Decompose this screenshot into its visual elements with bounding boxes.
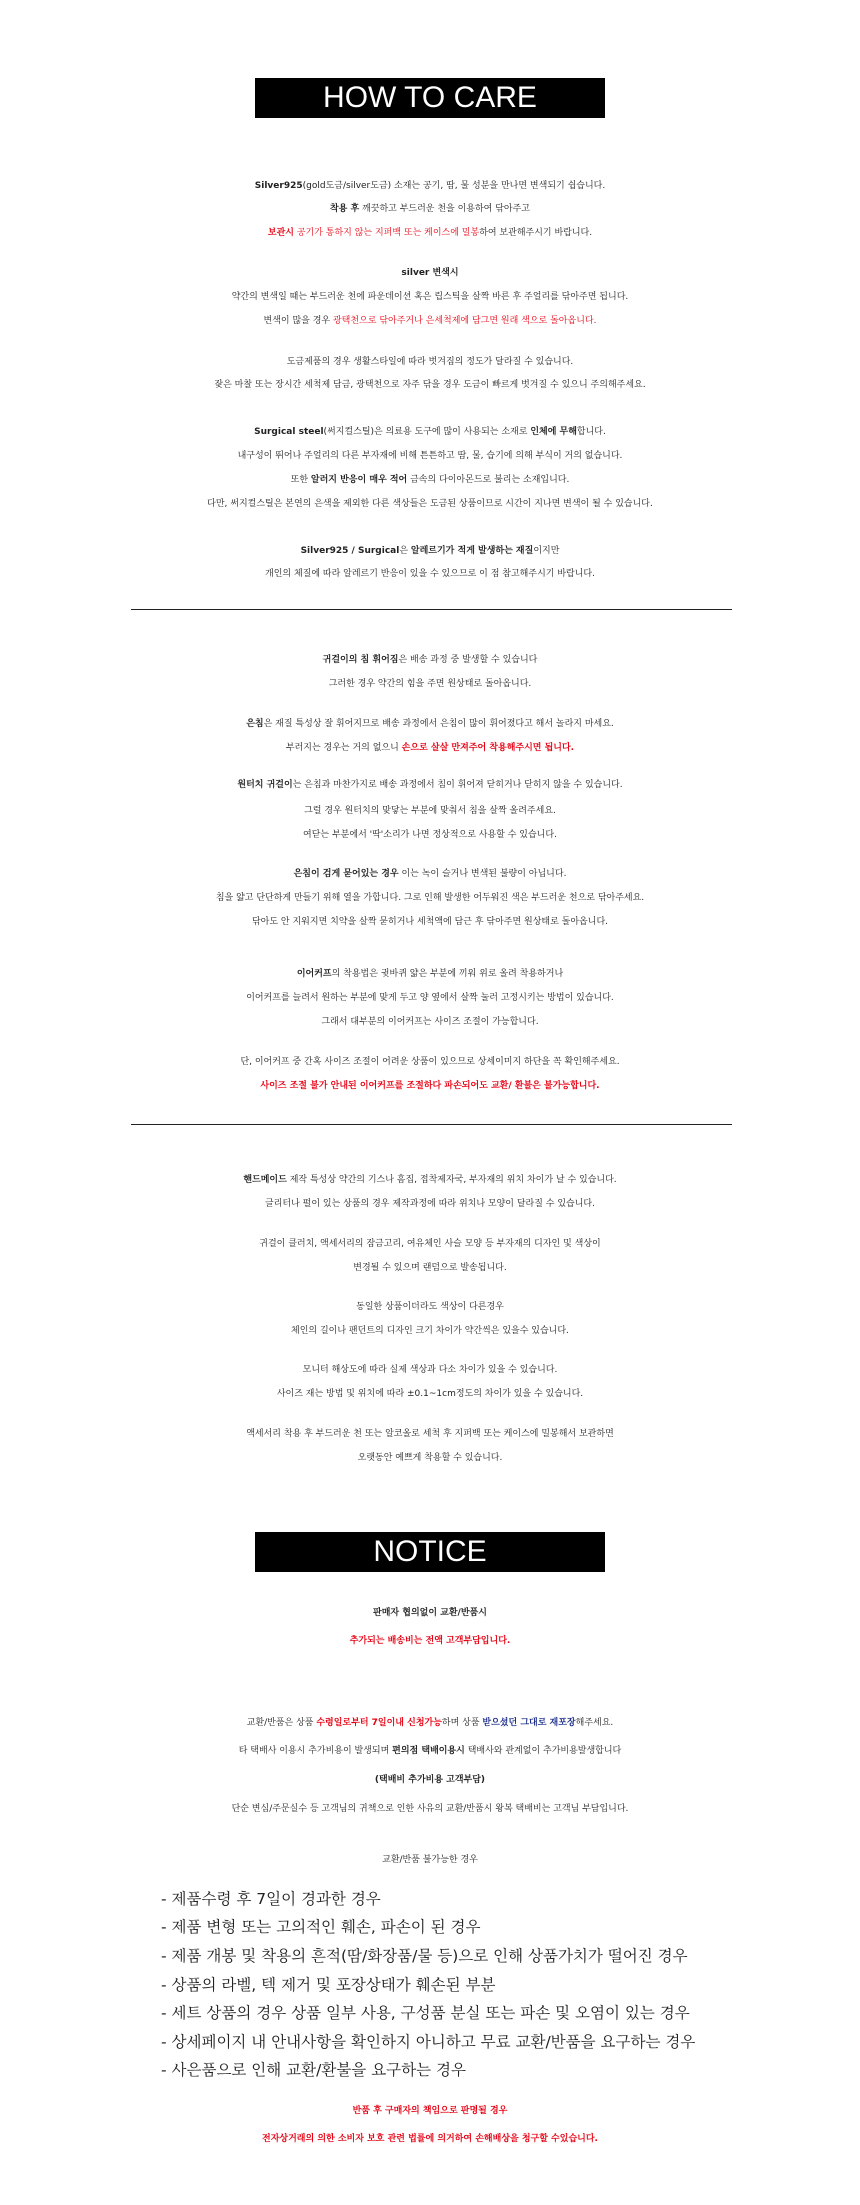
earring-line-4: 부러지는 경우는 거의 없으니 손으로 살살 만져주어 착용해주시면 됩니다. — [285, 743, 575, 753]
surgical-line-4: 다만, 써지컬스틸은 본연의 은색을 제외한 다른 색상들은 도금된 상품이므로 시간이 지나면 변색이 될 수 있습니다. — [207, 499, 653, 509]
notice-footer-1: 반품 후 구매자의 책임으로 판명될 경우 — [352, 2106, 508, 2116]
unavailable-item: - 상세페이지 내 안내사항을 확인하지 아니하고 무료 교환/반품을 요구하는 경우 — [161, 2033, 696, 2051]
notice-line-4: 단순 변심/주문실수 등 고객님의 귀책으로 인한 사유의 교환/반품시 왕복 택배비는 고객님 부담입니다. — [231, 1804, 629, 1814]
handmade-line-3: 귀걸이 클러치, 액세서리의 잠금고리, 여유체인 사슬 모양 등 부자재의 디자인 및 색상이 — [259, 1239, 601, 1249]
earcuff-line-3: 그래서 대부분의 이어커프는 사이즈 조절이 가능합니다. — [321, 1017, 539, 1027]
earring-line-1: 귀걸이의 침 휘어짐은 배송 과정 중 발생할 수 있습니다 — [322, 655, 538, 665]
onetouch-line-1: 원터치 귀걸이는 은침과 마찬가지로 배송 과정에서 침이 휘어져 닫히거나 닫히지 않을 수 있습니다. — [237, 780, 623, 790]
unavailable-item: - 세트 상품의 경우 상품 일부 사용, 구성품 분실 또는 파손 및 오염이 있는 경우 — [161, 2004, 690, 2022]
handmade-line-4: 변경될 수 있으며 랜덤으로 발송됩니다. — [353, 1263, 507, 1273]
blackened-line-2: 침을 얇고 단단하게 만들기 위해 열을 가합니다. 그로 인해 발생한 어두워진 색은 부드러운 천으로 닦아주세요. — [215, 893, 645, 903]
unavailable-item: - 제품수령 후 7일이 경과한 경우 — [161, 1890, 381, 1908]
blackened-line-3: 닦아도 안 지워지면 치약을 살짝 묻히거나 세척액에 담근 후 닦아주면 원상태로 돌아옵니다. — [251, 917, 608, 927]
notice-line-1: 교환/반품은 상품 수령일로부터 7일이내 신청가능하며 상품 받으셨던 그대로 재포장해주세요. — [246, 1718, 614, 1728]
silver925-line-3: 보관시 공기가 통하지 않는 지퍼백 또는 케이스에 밀봉하여 보관해주시기 바랍니다. — [267, 228, 593, 238]
handmade-line-5: 동일한 상품이더라도 색상이 다른경우 — [356, 1302, 504, 1312]
allergy-line-2: 개인의 체질에 따라 알레르기 반응이 있을 수 있으므로 이 점 참고해주시기 바랍니다. — [265, 569, 595, 579]
how-to-care-banner: HOW TO CARE — [255, 78, 605, 118]
handmade-line-2: 글리터나 펄이 있는 상품의 경우 제작과정에 따라 위치나 모양이 달라질 수 있습니다. — [265, 1199, 595, 1209]
unavailable-title: 교환/반품 불가능한 경우 — [382, 1855, 478, 1865]
handmade-line-8: 사이즈 재는 방법 및 위치에 따라 ±0.1~1cm정도의 차이가 있을 수 있습니다. — [276, 1389, 584, 1399]
silver925-line-1: Silver925(gold도금/silver도금) 소재는 공기, 땀, 물 성분을 만나면 변색되기 쉽습니다. — [254, 181, 606, 191]
onetouch-line-2: 그럴 경우 원터치의 맞닿는 부분에 맞춰서 침을 살짝 올려주세요. — [304, 806, 556, 816]
discolor-title: silver 변색시 — [401, 268, 459, 278]
notice-line-3: (택배비 추가비용 고객부담) — [374, 1775, 486, 1785]
unavailable-item: - 상품의 라벨, 텍 제거 및 포장상태가 훼손된 부분 — [161, 1976, 496, 1994]
allergy-line-1: Silver925 / Surgical은 알레르기가 적게 발생하는 재질이지만 — [300, 546, 560, 556]
plating-line-2: 잦은 마찰 또는 장시간 세척제 담금, 광택천으로 자주 닦을 경우 도금이 빠르게 벗겨질 수 있으니 주의해주세요. — [214, 380, 646, 390]
handmade-line-10: 오랫동안 예쁘게 착용할 수 있습니다. — [357, 1453, 503, 1463]
notice-headline-1: 판매자 협의없이 교환/반품시 — [373, 1608, 487, 1618]
discolor-line-2: 변색이 많을 경우 광택천으로 닦아주거나 은세척제에 담그면 원래 색으로 돌아옵니다. — [263, 316, 597, 326]
blackened-line-1: 은침이 검게 묻어있는 경우 이는 녹이 슬거나 변색된 불량이 아닙니다. — [293, 869, 567, 879]
unavailable-item: - 사은품으로 인해 교환/환불을 요구하는 경우 — [161, 2061, 466, 2079]
notice-footer-2: 전자상거래의 의한 소비자 보호 관련 법률에 의거하여 손해배상을 청구할 수있습니다. — [262, 2134, 598, 2144]
unavailable-item: - 제품 변형 또는 고의적인 훼손, 파손이 된 경우 — [161, 1918, 481, 1936]
earcuff-warning: 사이즈 조절 불가 안내된 이어커프를 조절하다 파손되어도 교환/ 환불은 불가능합니다. — [260, 1081, 600, 1091]
notice-line-2: 타 택배사 이용시 추가비용이 발생되며 편의점 택배이용시 택배사와 관계없이 추가비용발생합니다 — [238, 1746, 622, 1756]
surgical-line-1: Surgical steel(써지컬스틸)은 의료용 도구에 많이 사용되는 소재로 인체에 무해합니다. — [254, 427, 606, 437]
earcuff-line-2: 이어커프를 늘려서 원하는 부분에 맞게 두고 양 옆에서 살짝 눌러 고정시키는 방법이 있습니다. — [246, 993, 614, 1003]
handmade-line-9: 액세서리 착용 후 부드러운 천 또는 알코올로 세척 후 지퍼백 또는 케이스에 밀봉해서 보관하면 — [246, 1429, 614, 1439]
earcuff-line-4: 단, 이어커프 중 간혹 사이즈 조절이 어려운 상품이 있으므로 상세이미지 하단을 꼭 확인해주세요. — [240, 1057, 620, 1067]
silver925-line-2: 착용 후 깨끗하고 부드러운 천을 이용하여 닦아주고 — [329, 204, 531, 214]
surgical-line-3: 또한 알러지 반응이 매우 적어 금속의 다이아몬드로 불리는 소재입니다. — [290, 475, 570, 485]
handmade-line-7: 모니터 해상도에 따라 실제 색상과 다소 차이가 있을 수 있습니다. — [302, 1365, 558, 1375]
earring-line-2: 그러한 경우 약간의 힘을 주면 원상태로 돌아옵니다. — [328, 679, 532, 689]
earring-line-3: 은침은 재질 특성상 잘 휘어지므로 배송 과정에서 은침이 많이 휘어졌다고 해서 놀라지 마세요. — [246, 719, 614, 729]
section-divider — [131, 609, 732, 610]
handmade-line-6: 체인의 길이나 팬던트의 디자인 크기 차이가 약간씩은 있을수 있습니다. — [291, 1326, 569, 1336]
section-divider — [131, 1124, 732, 1125]
handmade-line-1: 핸드메이드 제작 특성상 약간의 기스나 흠집, 접착제자국, 부자재의 위치 차이가 날 수 있습니다. — [243, 1175, 617, 1185]
onetouch-line-3: 여닫는 부분에서 '딱'소리가 나면 정상적으로 사용할 수 있습니다. — [303, 830, 557, 840]
surgical-line-2: 내구성이 뛰어나 주얼리의 다른 부자재에 비해 튼튼하고 땀, 물, 습기에 의해 부식이 거의 없습니다. — [237, 451, 623, 461]
discolor-line-1: 약간의 변색일 때는 부드러운 천에 파운데이션 혹은 립스틱을 살짝 바른 후 주얼리를 닦아주면 됩니다. — [231, 292, 629, 302]
plating-line-1: 도금제품의 경우 생활스타일에 따라 벗겨짐의 정도가 달라질 수 있습니다. — [286, 357, 574, 367]
notice-banner: NOTICE — [255, 1532, 605, 1572]
notice-headline-2: 추가되는 배송비는 전액 고객부담입니다. — [349, 1636, 511, 1646]
earcuff-line-1: 이어커프의 착용법은 귓바퀴 얇은 부분에 끼워 위로 올려 착용하거나 — [296, 969, 564, 979]
unavailable-item: - 제품 개봉 및 착용의 흔적(땀/화장품/물 등)으로 인해 상품가치가 떨어진 경우 — [161, 1947, 688, 1965]
